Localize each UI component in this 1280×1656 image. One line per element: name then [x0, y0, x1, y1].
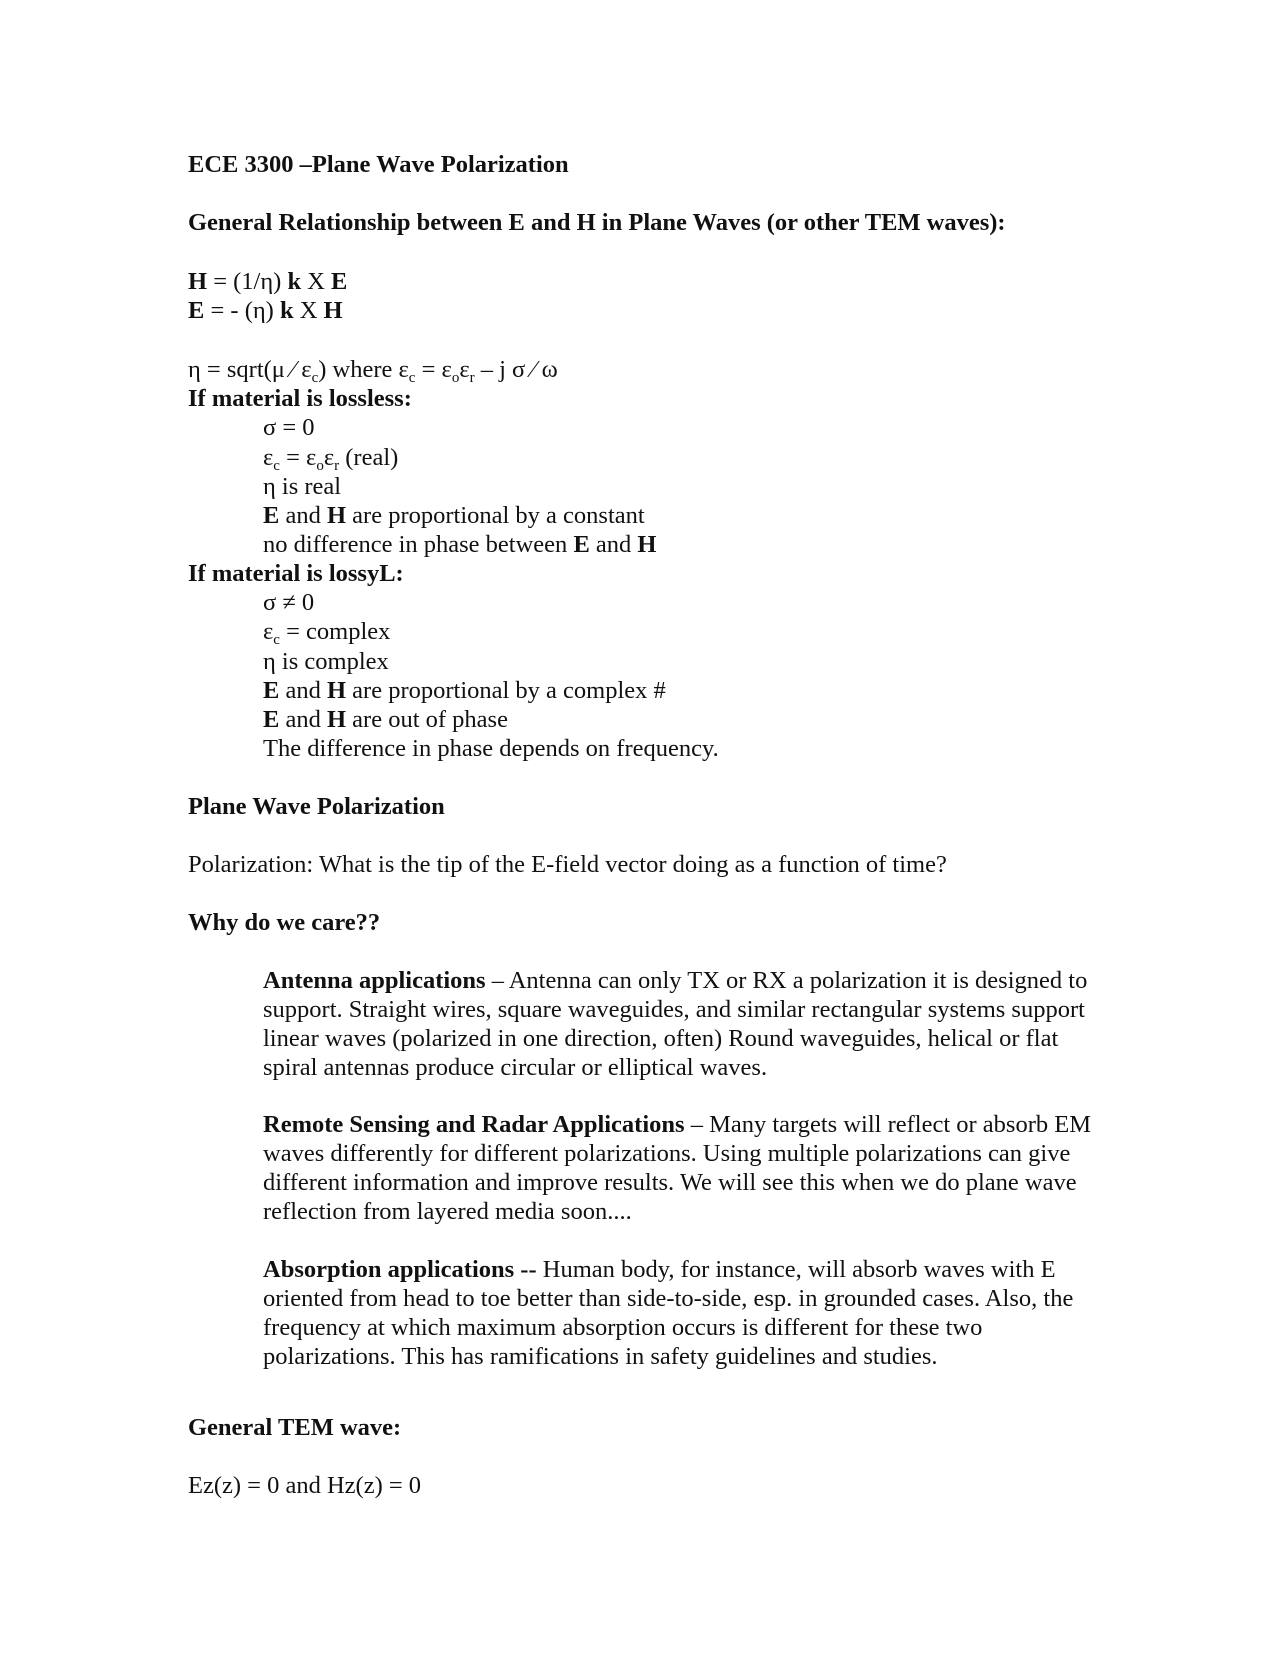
lossy-eta: η is complex — [263, 648, 389, 675]
lossless-eta: η is real — [263, 473, 342, 500]
lossless-phase: no difference in phase between E and H — [263, 531, 657, 558]
tem-heading: General TEM wave: — [188, 1414, 402, 1441]
why-heading: Why do we care?? — [188, 909, 381, 936]
antenna-applications-paragraph: Antenna applications – Antenna can only TX or RX a polarization it is designed to support. Straight wires, square waveguides, and similar rectangular systems support linear waves (polarized in one direction, often) Round waveguides, helical or flat spiral antennas produce circular or elliptical waves. — [263, 967, 1088, 1081]
tem-condition: Ez(z) = 0 and Hz(z) = 0 — [188, 1472, 422, 1499]
lossy-frequency: The difference in phase depends on frequency. — [263, 735, 719, 762]
lossy-heading: If material is lossyL: — [188, 560, 404, 587]
polarization-heading: Plane Wave Polarization — [188, 793, 445, 820]
lossy-sigma: σ ≠ 0 — [263, 589, 315, 616]
absorption-paragraph: Absorption applications -- Human body, for instance, will absorb waves with E oriented from head to toe better than side-to-side, esp. in grounded cases. Also, the frequency at which maximum absorption occurs is different for these two polarizations. This has ramifications in safety guidelines and studies. — [263, 1256, 1074, 1370]
remote-sensing-paragraph: Remote Sensing and Radar Applications – Many targets will reflect or absorb EM waves differently for different polarizations. Using multiple polarizations can give different information and improve results. We will see this when we do plane wave reflection from layered media soon.... — [263, 1111, 1091, 1225]
lossless-sigma: σ = 0 — [263, 414, 315, 441]
lossy-proportional: E and H are proportional by a complex # — [263, 677, 666, 704]
equation-e: E = - (η) k X H — [188, 297, 343, 324]
lossy-epsilon: $\varepsilon_c$ = complex — [263, 618, 391, 648]
polarization-question: Polarization: What is the tip of the E-field vector doing as a function of time? — [188, 851, 947, 878]
eta-definition: η = sqrt(μ ⁄ $\varepsilon_c$) where $\varepsilon_c = \varepsilon_o\varepsilon_r - j$ σ ⁄ ω — [188, 356, 558, 386]
lossless-proportional: E and H are proportional by a constant — [263, 502, 645, 529]
lossy-phase: E and H are out of phase — [263, 706, 508, 733]
lossless-epsilon: $\varepsilon_c = \varepsilon_o\varepsilon_r$ (real) — [263, 444, 399, 474]
general-relationship-heading: General Relationship between E and H in Plane Waves (or other TEM waves): — [188, 209, 1006, 236]
lossless-heading: If material is lossless: — [188, 385, 412, 412]
page-title: ECE 3300 –Plane Wave Polarization — [188, 151, 569, 178]
equation-h: H = (1/η) k X E — [188, 268, 348, 295]
